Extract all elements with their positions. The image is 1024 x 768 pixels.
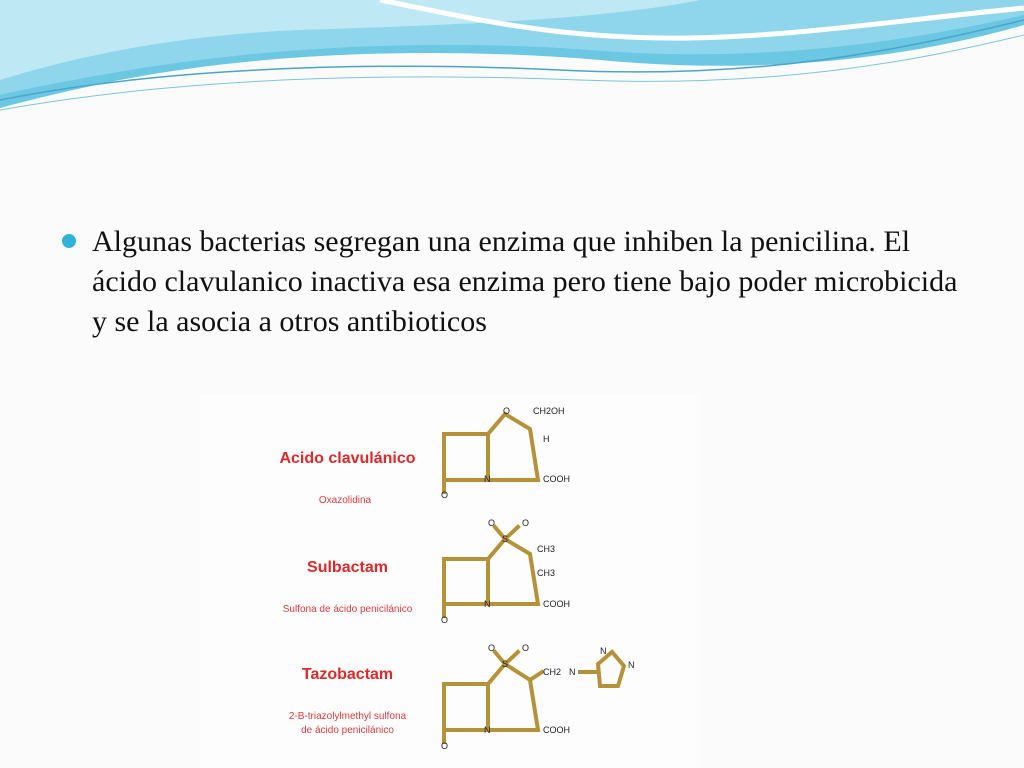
atom-label: O	[441, 615, 449, 625]
compound-name-clavulanic: Acido clavulánico	[279, 450, 416, 467]
atom-label: O	[503, 406, 511, 416]
compound-name-tazobactam: Tazobactam	[301, 666, 394, 683]
atom-label: N	[484, 474, 491, 484]
compound-subtitle-tazobactam-line1: 2-B-triazolylmethyl sulfona	[288, 711, 407, 722]
chemical-structures-figure	[200, 394, 698, 768]
atom-label: S	[502, 659, 509, 669]
atom-label: N	[628, 660, 635, 670]
atom-label: COOH	[543, 725, 570, 735]
atom-label: S	[502, 534, 509, 544]
header-wave-decoration	[0, 0, 1024, 120]
atom-label: H	[543, 434, 550, 444]
atom-label: COOH	[543, 599, 570, 609]
atom-label: N	[484, 599, 491, 609]
atom-label: N	[569, 667, 576, 677]
bullet-text: Algunas bacterias segregan una enzima que inhiben la penicilina. El ácido clavulanico inactiva esa enzima pero tiene bajo poder microbicida y se la asocia a otros antibioticos	[92, 225, 958, 338]
compound-subtitle-sulbactam: Sulfona de ácido penicilánico	[282, 604, 413, 615]
atom-label: CH2	[543, 667, 562, 677]
atom-label: CH3	[537, 544, 556, 554]
atom-label: O	[441, 741, 449, 751]
atom-label: O	[488, 643, 496, 653]
atom-label: O	[488, 518, 496, 528]
compound-name-sulbactam: Sulbactam	[307, 559, 388, 576]
compound-subtitle-tazobactam-line2: de ácido penicilánico	[301, 725, 394, 736]
atom-label: CH2OH	[533, 406, 565, 416]
atom-label: N	[484, 725, 491, 735]
bullet-list	[62, 222, 962, 342]
atom-label: CH3	[537, 568, 556, 578]
atom-label: O	[441, 490, 449, 500]
atom-label: O	[522, 643, 530, 653]
compound-subtitle-clavulanic: Oxazolidina	[318, 495, 372, 506]
atom-label: N	[600, 646, 607, 656]
atom-label: COOH	[543, 474, 570, 484]
atom-label: O	[522, 518, 530, 528]
bullet-icon	[62, 234, 76, 248]
